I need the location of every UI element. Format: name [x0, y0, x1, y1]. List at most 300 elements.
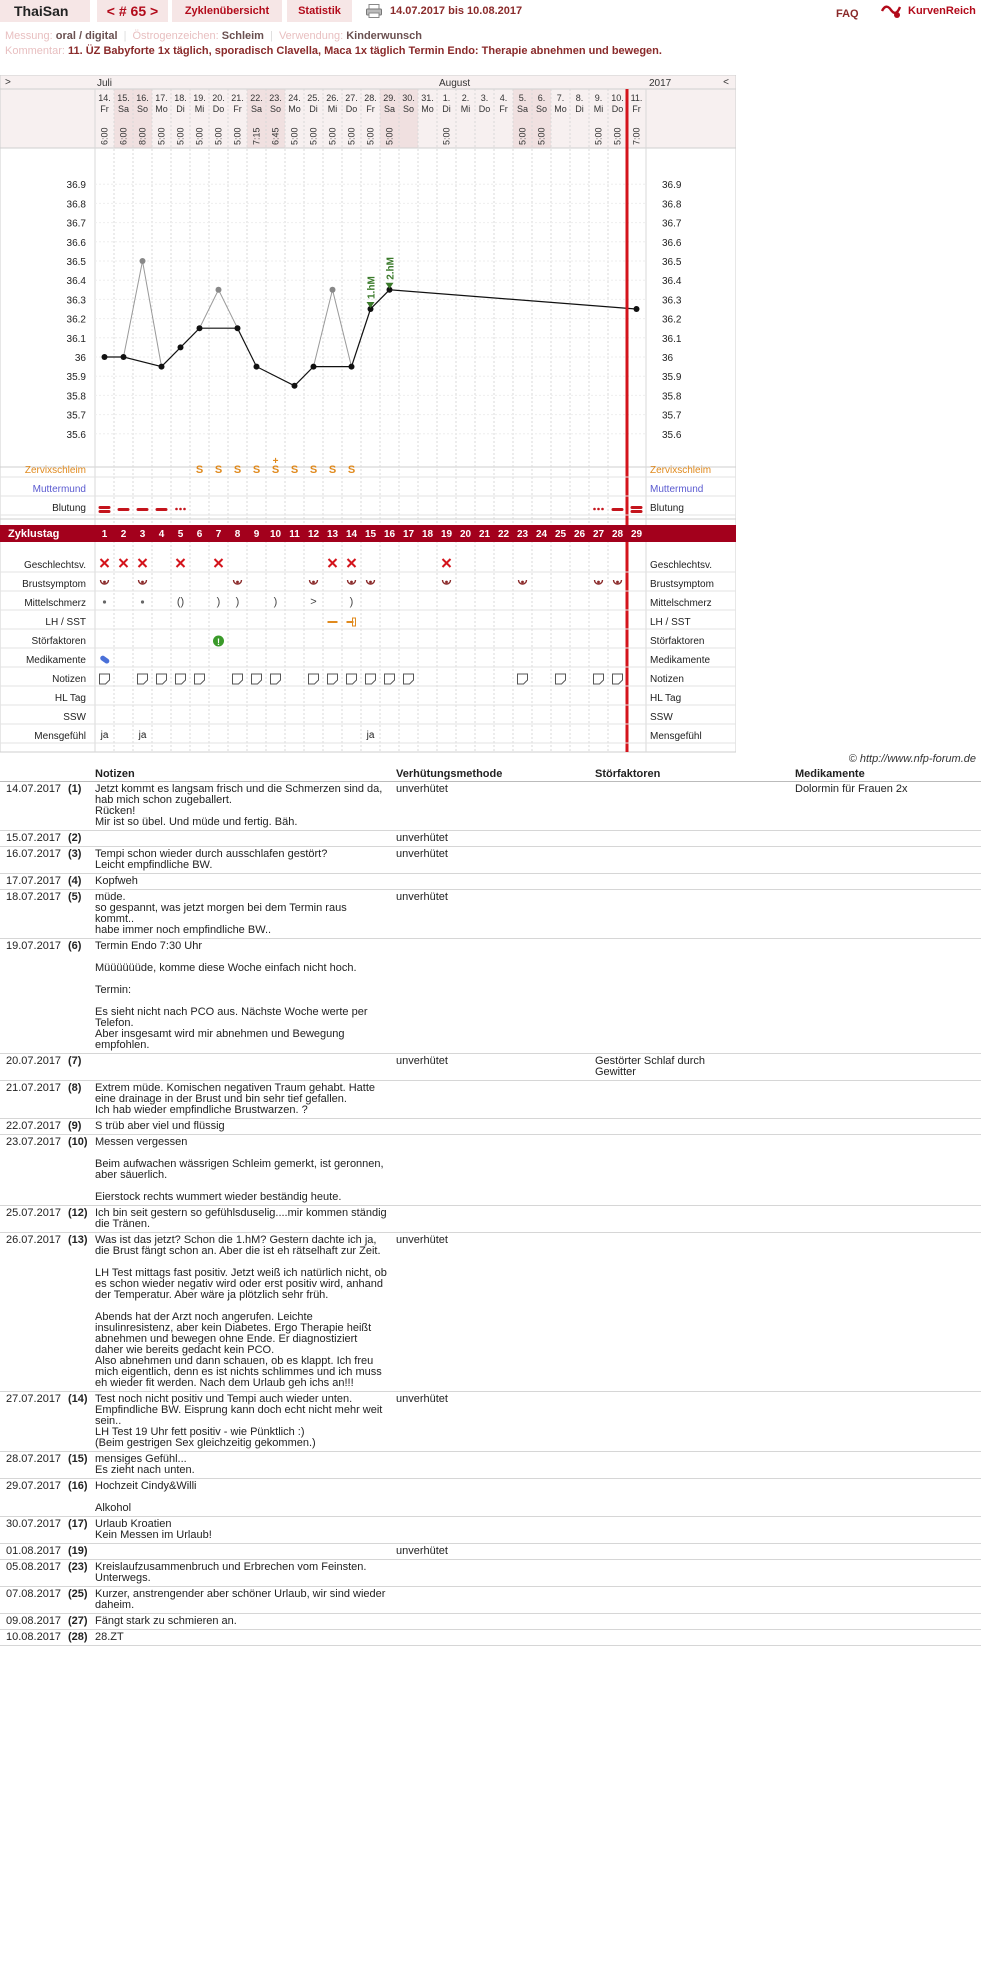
- row-label-right-disturb: Störfaktoren: [650, 636, 705, 647]
- mittelschmerz-mark: ): [273, 596, 278, 608]
- note-date: 23.07.2017: [0, 1135, 68, 1206]
- note-text: mensiges Gefühl... Es zieht nach unten.: [95, 1452, 396, 1479]
- note-date: 07.08.2017: [0, 1587, 68, 1614]
- row-label-cervix: Zervixschleim: [24, 465, 86, 476]
- note-method: unverhütet: [396, 831, 595, 847]
- brand-name: ThaiSan: [0, 0, 90, 22]
- note-icon: [100, 674, 110, 684]
- day-weekday: Fr: [632, 104, 641, 114]
- measurement-value: oral / digital: [55, 30, 118, 42]
- note-day-number: (14): [68, 1392, 95, 1452]
- cycle-day-number: 7: [215, 529, 222, 540]
- feeling-mark: ja: [366, 730, 375, 741]
- day-date: 24.: [288, 93, 301, 103]
- cycle-day-number: 3: [139, 529, 146, 540]
- bleeding-mark: [612, 508, 624, 511]
- day-time: 5:00: [536, 127, 547, 145]
- note-date: 21.07.2017: [0, 1081, 68, 1119]
- temp-tick-right: 36.2: [662, 314, 682, 326]
- cycle-day-number: 25: [554, 529, 567, 540]
- day-date: 23.: [269, 93, 282, 103]
- cycle-day-number: 22: [497, 529, 510, 540]
- cycle-settings-line: [5, 30, 422, 42]
- note-day-number: (5): [68, 890, 95, 939]
- note-text: Urlaub Kroatien Kein Messen im Urlaub!: [95, 1517, 396, 1544]
- note-day-number: (17): [68, 1517, 95, 1544]
- day-date: 18.: [174, 93, 187, 103]
- row-label-hl: HL Tag: [54, 693, 86, 704]
- cycle-day-number: 28: [611, 529, 624, 540]
- row-label-right-hl: HL Tag: [650, 693, 682, 704]
- note-day-number: (6): [68, 939, 95, 1054]
- note-disturbance: [595, 1560, 795, 1587]
- row-label-right-meds: Medikamente: [650, 655, 711, 666]
- note-medication: [795, 1233, 981, 1392]
- statistics-link[interactable]: Statistik: [287, 0, 352, 22]
- day-date: 14.: [98, 93, 111, 103]
- note-icon: [328, 674, 338, 684]
- note-text: Fängt stark zu schmieren an.: [95, 1614, 396, 1630]
- cycle-day-number: 17: [402, 529, 415, 540]
- temp-tick-left: 36.8: [66, 199, 86, 211]
- temp-point: [178, 344, 184, 350]
- note-date: 14.07.2017: [0, 782, 68, 831]
- month-label: Juli: [97, 78, 113, 89]
- temp-point: [311, 364, 317, 370]
- note-method: unverhütet: [396, 890, 595, 939]
- note-text: Jetzt kommt es langsam frisch und die Schmerzen sind da, hab mich schon zugeballert. Rücken! Mir ist so übel. Und müde und fertig. Bäh.: [95, 782, 396, 831]
- note-day-number: (7): [68, 1054, 95, 1081]
- header-spacer: [68, 766, 95, 782]
- breast-symptom-dot: [521, 581, 524, 584]
- table-row: [0, 939, 981, 1054]
- note-day-number: (16): [68, 1479, 95, 1517]
- bleeding-mark: [631, 506, 643, 509]
- note-day-number: (9): [68, 1119, 95, 1135]
- cycle-day-number: 10: [269, 529, 282, 540]
- day-time: 5:00: [327, 127, 338, 145]
- note-icon: [138, 674, 148, 684]
- lh-test-positive: [353, 618, 356, 626]
- note-disturbance: [595, 1544, 795, 1560]
- note-medication: [795, 1544, 981, 1560]
- note-medication: [795, 1630, 981, 1646]
- note-disturbance: [595, 1233, 795, 1392]
- note-disturbance: [595, 1119, 795, 1135]
- row-label-right-cervix_os: Muttermund: [650, 484, 704, 495]
- temp-tick-right: 36.1: [662, 333, 682, 345]
- table-row: [0, 1517, 981, 1544]
- day-weekday: Sa: [117, 104, 130, 114]
- intercourse-mark: [443, 559, 451, 567]
- chart-nav-prev: >: [5, 77, 11, 88]
- note-method: unverhütet: [396, 1054, 595, 1081]
- day-date: 5.: [518, 93, 527, 103]
- note-disturbance: [595, 1614, 795, 1630]
- day-weekday: So: [136, 104, 149, 114]
- note-icon: [271, 674, 281, 684]
- temp-tick-left: 36.9: [66, 180, 86, 192]
- note-disturbance: [595, 939, 795, 1054]
- temp-tick-left: 36.3: [66, 295, 86, 307]
- mittelschmerz-mark: ): [216, 596, 221, 608]
- header-disturbances: Störfaktoren: [595, 766, 795, 782]
- cycle-day-number: 18: [421, 529, 434, 540]
- high-measurement-label: 2.hM: [385, 257, 397, 280]
- temp-tick-left: 36.6: [66, 237, 86, 249]
- mucus-mark: S: [347, 464, 356, 476]
- day-time: 5:00: [384, 127, 395, 145]
- note-medication: [795, 1054, 981, 1081]
- cycle-day-number: 15: [364, 529, 377, 540]
- row-label-right-ssw: SSW: [650, 712, 673, 723]
- mittelschmerz-mark: ): [349, 596, 354, 608]
- mucus-mark: S: [233, 464, 242, 476]
- day-time: 6:00: [99, 127, 110, 145]
- day-weekday: Di: [309, 104, 318, 114]
- mucus-mark: S: [271, 464, 280, 476]
- bleeding-mark: [631, 510, 643, 513]
- cycle-day-number: 9: [253, 529, 260, 540]
- day-date: 29.: [383, 93, 396, 103]
- bleeding-mark: [118, 508, 130, 511]
- day-date: 30.: [402, 93, 415, 103]
- note-medication: [795, 1452, 981, 1479]
- note-method: unverhütet: [396, 1233, 595, 1392]
- note-day-number: (2): [68, 831, 95, 847]
- breast-symptom-dot: [369, 581, 372, 584]
- mucus-mark: S: [252, 464, 261, 476]
- medication-icon: [99, 655, 110, 665]
- note-date: 16.07.2017: [0, 847, 68, 874]
- intercourse-mark: [139, 559, 147, 567]
- table-row: [0, 1560, 981, 1587]
- day-weekday: Di: [442, 104, 451, 114]
- cycle-day-number: 13: [326, 529, 339, 540]
- note-icon: [404, 674, 414, 684]
- cycle-day-number: 12: [307, 529, 320, 540]
- day-date: 22.: [250, 93, 263, 103]
- faq-link[interactable]: FAQ: [836, 8, 859, 20]
- spotting-mark: [593, 508, 596, 511]
- note-method: unverhütet: [396, 1544, 595, 1560]
- table-row: [0, 847, 981, 874]
- note-medication: [795, 1560, 981, 1587]
- note-text: Test noch nicht positiv und Tempi auch wieder unten. Empfindliche BW. Eisprung kann doch echt nicht mehr weit sein.. LH Test 19 Uhr fett positiv - wie Pünktlich :) (Beim gestrigen Sex gleichzeitig gekommen.): [95, 1392, 396, 1452]
- day-weekday: Sa: [516, 104, 529, 114]
- temp-tick-right: 35.7: [662, 410, 682, 422]
- row-label-right-cervix: Zervixschleim: [650, 465, 712, 476]
- note-icon: [366, 674, 376, 684]
- excluded-temp-line: [200, 290, 238, 328]
- note-icon: [556, 674, 566, 684]
- note-text: Kurzer, anstrengender aber schöner Urlaub, wir sind wieder daheim.: [95, 1587, 396, 1614]
- note-text: Kopfweh: [95, 874, 396, 890]
- cycle-day-number: 5: [177, 529, 184, 540]
- row-label-mittelschmerz: Mittelschmerz: [24, 598, 86, 609]
- mittelschmerz-dot: [103, 600, 106, 603]
- breast-symptom-dot: [103, 581, 106, 584]
- temp-tick-left: 35.6: [66, 429, 86, 441]
- cycle-day-number: 8: [234, 529, 241, 540]
- day-date: 27.: [345, 93, 358, 103]
- temp-point: [254, 364, 260, 370]
- day-date: 17.: [155, 93, 168, 103]
- table-row: [0, 1544, 981, 1560]
- temp-tick-right: 35.8: [662, 391, 682, 403]
- note-disturbance: [595, 1452, 795, 1479]
- temp-tick-right: 35.6: [662, 429, 682, 441]
- note-day-number: (28): [68, 1630, 95, 1646]
- notes-body: [0, 782, 981, 1646]
- day-time: 5:00: [593, 127, 604, 145]
- note-method: [396, 1135, 595, 1206]
- note-medication: [795, 847, 981, 874]
- day-date: 1.: [442, 93, 451, 103]
- note-disturbance: [595, 1587, 795, 1614]
- comment-value: 11. ÜZ Babyforte 1x täglich, sporadisch Clavella, Maca 1x täglich Termin Endo: Therapie abnehmen und bewegen.: [67, 45, 662, 57]
- day-time: 5:00: [346, 127, 357, 145]
- note-text: müde. so gespannt, was jetzt morgen bei dem Termin raus kommt.. habe immer noch empfindliche BW..: [95, 890, 396, 939]
- note-medication: [795, 939, 981, 1054]
- note-disturbance: Gestörter Schlaf durch Gewitter: [595, 1054, 795, 1081]
- row-label-breast: Brustsymptom: [22, 579, 86, 590]
- high-measurement-marker: [367, 302, 375, 308]
- row-label-lh: LH / SST: [45, 617, 86, 628]
- cycle-overview-link[interactable]: Zyklenübersicht: [172, 0, 282, 22]
- estrogen-value: Schleim: [221, 30, 264, 42]
- cycle-day-number: 24: [535, 529, 548, 540]
- cycle-day-label: Zyklustag: [8, 528, 60, 540]
- note-method: [396, 1452, 595, 1479]
- cycle-day-number: 19: [440, 529, 453, 540]
- cycle-day-number: 29: [630, 529, 643, 540]
- header-method: Verhütungsmethode: [396, 766, 595, 782]
- note-icon: [157, 674, 167, 684]
- header-notes: Notizen: [95, 766, 396, 782]
- row-label-ssw: SSW: [63, 712, 86, 723]
- note-day-number: (13): [68, 1233, 95, 1392]
- copyright: © http://www.nfp-forum.de: [848, 753, 976, 765]
- temp-tick-left: 36.5: [66, 257, 86, 268]
- note-disturbance: [595, 1135, 795, 1206]
- printer-icon[interactable]: [366, 4, 382, 18]
- mucus-mark: S: [290, 464, 299, 476]
- note-date: 18.07.2017: [0, 890, 68, 939]
- note-icon: [309, 674, 319, 684]
- day-date: 28.: [364, 93, 377, 103]
- row-label-cervix_os: Muttermund: [32, 484, 86, 495]
- measurement-label: Messung:: [5, 30, 53, 42]
- month-label: August: [439, 78, 471, 89]
- usage-label: Verwendung:: [278, 30, 344, 42]
- note-method: [396, 1630, 595, 1646]
- note-method: unverhütet: [396, 1392, 595, 1452]
- note-disturbance: [595, 1630, 795, 1646]
- cycle-day-number: 1: [101, 529, 108, 540]
- day-time: 5:00: [365, 127, 376, 145]
- kurvenreich-logo-icon[interactable]: [880, 1, 902, 21]
- row-label-right-breast: Brustsymptom: [650, 579, 714, 590]
- note-method: [396, 1206, 595, 1233]
- note-date: 26.07.2017: [0, 1233, 68, 1392]
- day-time: 8:00: [137, 127, 148, 145]
- table-row: [0, 890, 981, 939]
- excluded-temp-point: [330, 287, 336, 293]
- day-time: 5:00: [517, 127, 528, 145]
- feeling-mark: ja: [100, 730, 109, 741]
- note-date: 30.07.2017: [0, 1517, 68, 1544]
- row-label-right-feeling: Mensgefühl: [650, 731, 702, 742]
- disturbance-icon: !: [217, 637, 220, 647]
- note-date: 25.07.2017: [0, 1206, 68, 1233]
- note-method: [396, 1614, 595, 1630]
- note-date: 09.08.2017: [0, 1614, 68, 1630]
- note-icon: [233, 674, 243, 684]
- row-label-notes: Notizen: [52, 674, 86, 685]
- note-text: Messen vergessen Beim aufwachen wässrigen Schleim gemerkt, ist geronnen, aber säuerlich. Eierstock rechts wummert wieder beständig heute.: [95, 1135, 396, 1206]
- note-date: 01.08.2017: [0, 1544, 68, 1560]
- day-date: 20.: [212, 93, 225, 103]
- table-row: [0, 1135, 981, 1206]
- day-weekday: Do: [478, 104, 491, 114]
- note-method: [396, 1517, 595, 1544]
- table-row: [0, 1119, 981, 1135]
- note-day-number: (3): [68, 847, 95, 874]
- day-time: 5:00: [213, 127, 224, 145]
- note-disturbance: [595, 1479, 795, 1517]
- note-method: [396, 1119, 595, 1135]
- day-date: 9.: [594, 93, 603, 103]
- day-date: 4.: [499, 93, 508, 103]
- note-medication: [795, 1135, 981, 1206]
- note-method: [396, 939, 595, 1054]
- note-date: 27.07.2017: [0, 1392, 68, 1452]
- temp-point: [197, 325, 203, 331]
- temp-point: [349, 364, 355, 370]
- breast-symptom-dot: [445, 581, 448, 584]
- row-label-right-lh: LH / SST: [650, 617, 691, 628]
- temp-point: [159, 364, 165, 370]
- temp-tick-right: 36.4: [662, 276, 682, 288]
- note-text: Hochzeit Cindy&Willi Alkohol: [95, 1479, 396, 1517]
- note-text: [95, 1054, 396, 1081]
- day-weekday: Di: [176, 104, 185, 114]
- day-time: 5:00: [156, 127, 167, 145]
- cycle-nav[interactable]: < # 65 >: [97, 0, 168, 22]
- chart-year: 2017: [649, 78, 672, 89]
- note-disturbance: [595, 1206, 795, 1233]
- breast-symptom-dot: [350, 581, 353, 584]
- note-medication: [795, 831, 981, 847]
- note-day-number: (12): [68, 1206, 95, 1233]
- intercourse-mark: [101, 559, 109, 567]
- note-date: 17.07.2017: [0, 874, 68, 890]
- table-row: [0, 1479, 981, 1517]
- note-disturbance: [595, 890, 795, 939]
- note-text: Kreislaufzusammenbruch und Erbrechen vom Feinsten. Unterwegs.: [95, 1560, 396, 1587]
- cycle-day-number: 23: [516, 529, 529, 540]
- note-date: 10.08.2017: [0, 1630, 68, 1646]
- note-disturbance: [595, 874, 795, 890]
- day-weekday: Fr: [100, 104, 109, 114]
- excluded-temp-line: [124, 261, 162, 367]
- day-date: 31.: [421, 93, 434, 103]
- day-weekday: Do: [212, 104, 225, 114]
- note-day-number: (19): [68, 1544, 95, 1560]
- day-weekday: Mi: [194, 104, 205, 114]
- temp-tick-right: 36.8: [662, 199, 682, 211]
- divider: |: [123, 30, 127, 42]
- note-method: [396, 874, 595, 890]
- day-time: 5:00: [289, 127, 300, 145]
- table-row: [0, 1630, 981, 1646]
- day-weekday: Mo: [554, 104, 567, 114]
- excluded-temp-line: [314, 290, 352, 367]
- spotting-mark: [601, 508, 604, 511]
- spotting-mark: [175, 508, 178, 511]
- temp-tick-right: 35.9: [662, 372, 682, 384]
- day-weekday: Mo: [155, 104, 168, 114]
- notes-table: [0, 766, 981, 1646]
- day-weekday: Mi: [593, 104, 604, 114]
- note-date: 28.07.2017: [0, 1452, 68, 1479]
- cycle-day-number: 21: [478, 529, 491, 540]
- day-weekday: Sa: [250, 104, 263, 114]
- bleeding-mark: [99, 510, 111, 513]
- temp-tick-left: 35.9: [66, 372, 86, 384]
- mucus-peak-mark: +: [272, 456, 279, 467]
- note-medication: [795, 1392, 981, 1452]
- temp-point: [292, 383, 298, 389]
- note-text: Ich bin seit gestern so gefühlsduselig....mir kommen ständig die Tränen.: [95, 1206, 396, 1233]
- note-day-number: (25): [68, 1587, 95, 1614]
- note-icon: [347, 674, 357, 684]
- temp-tick-left: 36: [74, 353, 86, 364]
- temp-point: [102, 354, 108, 360]
- day-time: 5:00: [194, 127, 205, 145]
- day-weekday: Mo: [421, 104, 434, 114]
- temp-tick-right: 36.6: [662, 237, 682, 249]
- table-row: [0, 874, 981, 890]
- comment-label: Kommentar:: [5, 45, 65, 57]
- cycle-day-number: 11: [289, 529, 300, 540]
- day-weekday: So: [535, 104, 548, 114]
- note-day-number: (1): [68, 782, 95, 831]
- mittelschmerz-mark: ): [235, 596, 240, 608]
- note-method: unverhütet: [396, 782, 595, 831]
- day-weekday: So: [402, 104, 415, 114]
- note-icon: [385, 674, 395, 684]
- cycle-day-number: 27: [592, 529, 605, 540]
- row-label-right-mittelschmerz: Mittelschmerz: [650, 598, 712, 609]
- day-date: 6.: [537, 93, 546, 103]
- note-method: [396, 1081, 595, 1119]
- day-date: 25.: [307, 93, 320, 103]
- notes-header-row: [0, 766, 981, 782]
- cycle-day-number: 20: [459, 529, 472, 540]
- spotting-mark: [597, 508, 600, 511]
- day-weekday: Mi: [327, 104, 338, 114]
- spotting-mark: [183, 508, 186, 511]
- breast-symptom-dot: [597, 581, 600, 584]
- site-name[interactable]: KurvenReich: [908, 5, 976, 17]
- row-label-disturb: Störfaktoren: [31, 636, 86, 647]
- note-date: 20.07.2017: [0, 1054, 68, 1081]
- temp-tick-right: 36.9: [662, 180, 682, 192]
- temp-tick-left: 36.4: [66, 276, 86, 288]
- day-date: 19.: [193, 93, 206, 103]
